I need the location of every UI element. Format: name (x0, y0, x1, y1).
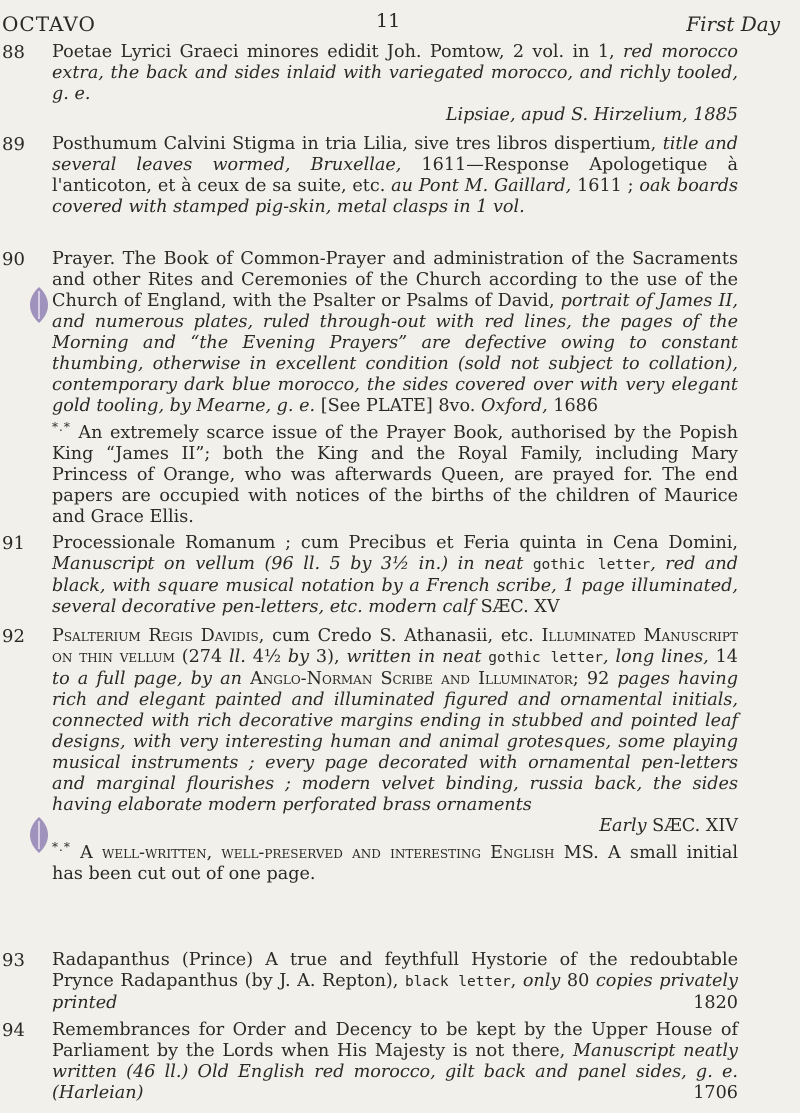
entry-text: 80 (560, 971, 596, 991)
entry-description: portrait of James II, and numerous plates, ruled through-out with red lines, the pages of the Morning and “the Evening Prayers” are defective owing to constant thumbing, otherwise in excellent condition (sold not subject to collation), contemporary dark blue morocco, the sides covered over with very elegant gold tooling, by Mearne, g. e. (52, 291, 738, 416)
plate-reference: [See PLATE] (315, 396, 433, 416)
scribe-label: Anglo-Norman Scribe and Illuminator (250, 669, 573, 689)
entry-title: Processionale Romanum ; cum Precibus et Feria quinta in Cena Domini, (52, 533, 738, 553)
entry-text: cum Credo S. Athanasii, etc. (272, 626, 542, 646)
catalogue-entry-89 (2, 134, 738, 218)
page-number: 11 (376, 10, 401, 32)
entry-note-heading: A well-written, well-preserved and interesting English MS. (80, 842, 599, 863)
entry-date: 1820 (693, 993, 738, 1013)
lot-number: 88 (2, 42, 25, 63)
entry-date: 1686 (547, 396, 599, 416)
gothic-letter-text: gothic letter (532, 557, 651, 573)
entry-text: to a full page, by an (52, 669, 251, 689)
entry-imprint: au Pont M. Gaillard, (391, 176, 572, 196)
entry-title: Remembrances for Order and Decency to be kept by the Upper House of Parliament by the Lords when His Majesty is not there, (52, 1020, 738, 1061)
catalogue-entry-93 (2, 950, 738, 1014)
entry-century-prefix: Early (599, 816, 653, 836)
lot-number: 93 (2, 950, 25, 971)
entry-description: title and several leaves wormed, Bruxellae, (52, 134, 738, 175)
catalogue-entry-90 (2, 249, 738, 528)
asterism: *.* (52, 420, 71, 434)
entry-title: Radapanthus (Prince) A true and feythfull Hystorie of the redoubtable Prynce Radapanthus (by J. A. Repton), (52, 950, 738, 991)
catalogue-entry-91 (2, 533, 738, 618)
entry-text: , (510, 971, 523, 991)
entry-note: A small initial has been cut out of one page. (52, 842, 739, 884)
entry-description: pages having rich and elegant painted and illuminated figured and ornamental initials, connected with rich decorative margins ending in stubbed and pointed leaf designs, with very interesting human and animal grotesques, some playing musical instruments ; every page decorated with ornamental pen-letters and marginal flourishes ; modern velvet binding, russia back, the sides having elaborate modern perforated brass ornaments (52, 669, 738, 815)
entry-text: 4½ (245, 647, 288, 667)
entry-title: Prayer. The Book of Common-Prayer and administration of the Sacraments and other Rites and Ceremonies of the Church according to the use of the Church of England, with the Psalter or Psalms of David, (52, 249, 738, 311)
entry-text: , long lines, (603, 647, 716, 667)
entry-text: (274 (174, 647, 230, 667)
entry-date: 1611 ; (571, 176, 640, 196)
entry-title: Psalterium Regis Davidis, (52, 626, 273, 646)
entry-century: SÆC. XIV (652, 816, 738, 836)
entry-format: 8vo. (432, 396, 481, 416)
lot-number: 92 (2, 626, 25, 647)
catalogue-entry-92 (2, 626, 739, 885)
lot-number: 89 (2, 134, 25, 155)
page-header (0, 8, 800, 38)
entry-imprint: Lipsiae, apud S. Hirzelium, 1885 (445, 105, 738, 125)
entry-description: Manuscript neatly written (46 ll.) Old English red morocco, gilt back and panel sides, g. e. (Harleian) (52, 1041, 738, 1103)
gothic-letter-text: gothic letter (488, 650, 603, 666)
header-day: First Day (686, 12, 780, 36)
entry-century-line (52, 816, 738, 837)
entry-text: 1611—Response Apologetique à l'anticoton, et à ceux de sa suite, etc. (52, 155, 738, 196)
lot-number: 90 (2, 249, 25, 270)
entry-text: written in neat (346, 647, 489, 667)
catalogue-entry-88 (2, 42, 738, 126)
entry-text: by (287, 647, 310, 667)
catalogue-entry-94 (2, 1020, 738, 1104)
entry-title: Posthumum Calvini Stigma in tria Lilia, sive tres libros dispertium, (52, 134, 663, 154)
asterism: *.* (52, 840, 71, 854)
header-format: OCTAVO (2, 12, 96, 36)
leaf-ornament-icon (22, 285, 56, 325)
entry-century: SÆC. XV (475, 597, 560, 617)
entry-description: Manuscript on vellum (96 ll. 5 by 3½ in.) in neat (52, 554, 533, 574)
entry-binding: oak boards covered with stamped pig-skin, metal clasps in 1 vol. (52, 176, 738, 217)
entry-text: 3), (309, 647, 347, 667)
entry-text: ; 92 (572, 669, 618, 689)
entry-description: copies privately printed (52, 971, 738, 1013)
entry-note: An extremely scarce issue of the Prayer Book, authorised by the Popish King “James II”; both the King and the Royal Family, including Mary Princess of Orange, who was afterwards Queen, are prayed for. The end papers are occupied with notices of the births of the children of Maurice and Grace Ellis. (52, 422, 738, 527)
entry-imprint: Oxford, (480, 396, 548, 416)
entry-description-cont: , red and black, with square musical notation by a French scribe, 1 page illuminated, several decorative pen-letters, etc. modern calf (52, 554, 738, 617)
entry-date: 1706 (693, 1083, 738, 1103)
illuminated-ms-label: Illuminated Manuscript on thin vellum (52, 626, 738, 667)
lot-number: 91 (2, 533, 25, 554)
entry-text: 14 (715, 647, 738, 667)
entry-title: Poetae Lyrici Graeci minores edidit Joh. Pomtow, 2 vol. in 1, (52, 42, 623, 62)
black-letter-text: black letter (404, 974, 511, 990)
entry-text: ll. (229, 647, 246, 667)
leaf-ornament-icon (22, 815, 56, 855)
entry-text: only (522, 971, 561, 991)
entry-description: red morocco extra, the back and sides inlaid with variegated morocco, and richly tooled, g. e. (52, 42, 738, 104)
lot-number: 94 (2, 1020, 25, 1041)
